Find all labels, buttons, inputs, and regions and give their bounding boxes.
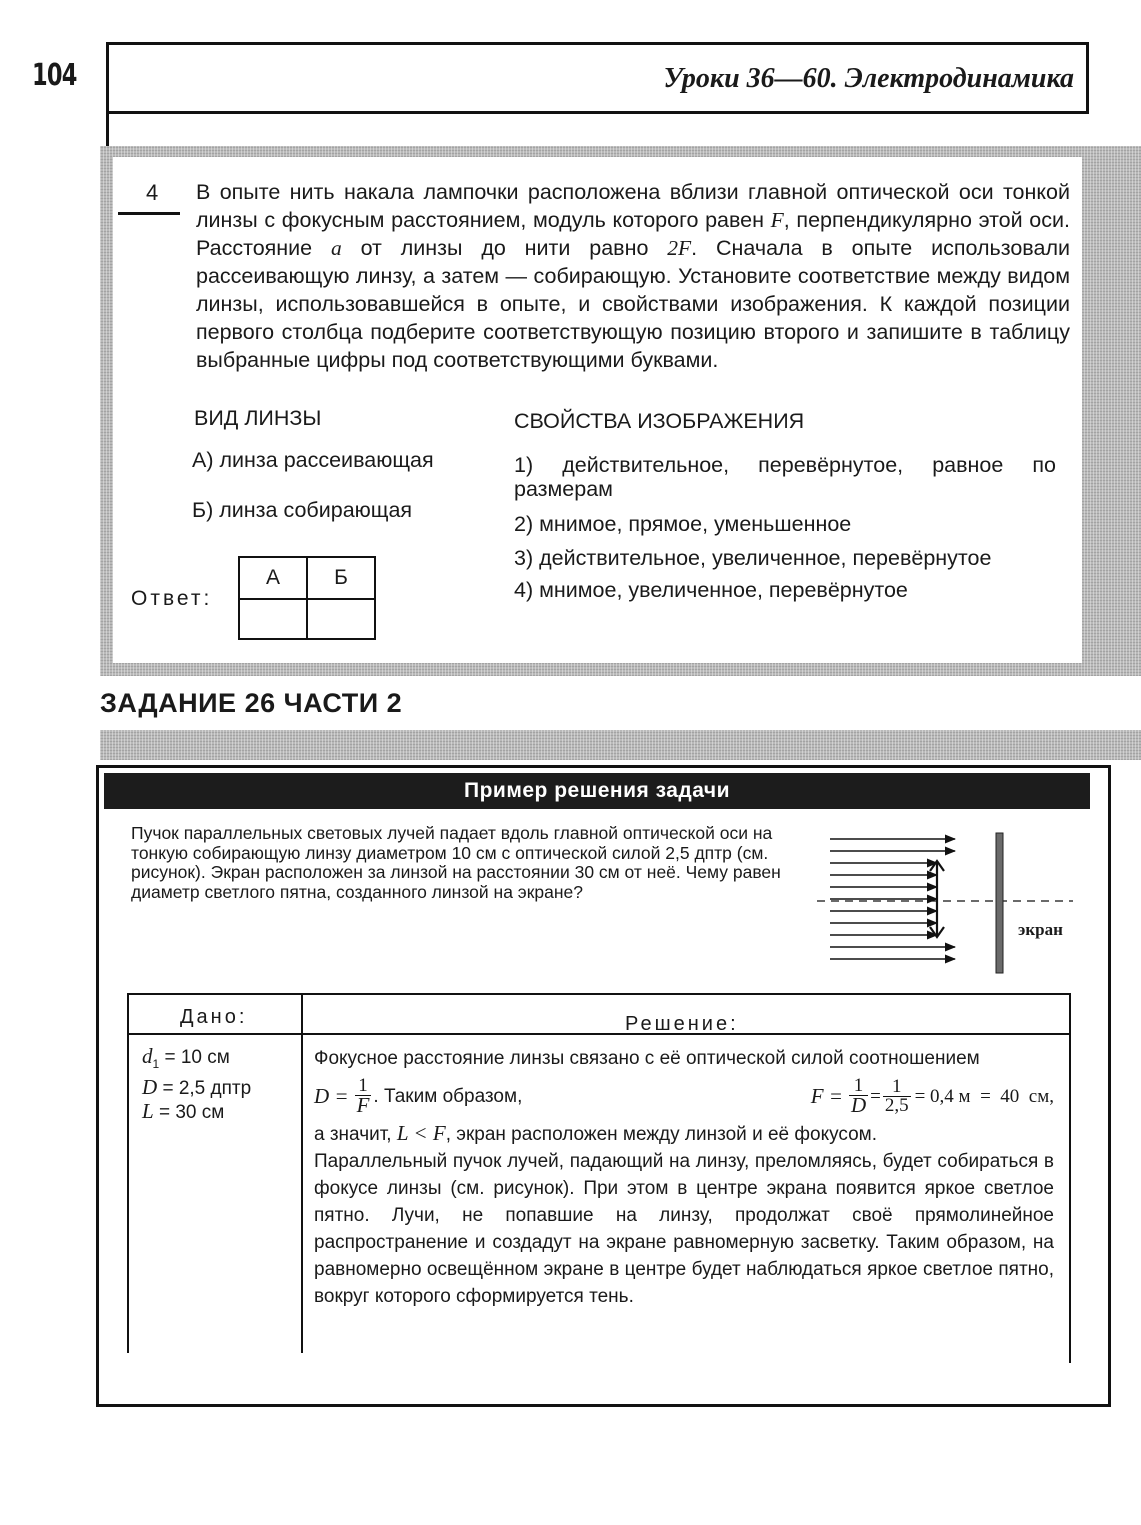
lens-type-header: ВИД ЛИНЗЫ (194, 406, 322, 430)
header-title: Уроки 36—60. Электродинамика (663, 63, 1074, 94)
header-divider (106, 112, 109, 148)
section-heading: ЗАДАНИЕ 26 ЧАСТИ 2 (100, 688, 403, 718)
solution-line-1: Фокусное расстояние линзы связано с её оптической силой соотношением (314, 1048, 980, 1069)
column-divider (301, 993, 303, 1353)
equation-optical-power: D = $\frac{1}{F}$ (314, 1074, 370, 1117)
page-number: 104 (32, 58, 77, 93)
answer-cell-b[interactable] (307, 599, 375, 639)
problem-text: Пучок параллельных световых лучей падает вдоль главной оптической оси на тонкую собирающую линзу диаметром 10 см с оптической силой 2,5 дптр (см. рисунок). Экран расположен за линзой на расстоянии 30 см от неё. Чему равен диаметр светлого пятна, созданного линзой на экране? (131, 823, 781, 902)
screen-label: экран (1018, 920, 1063, 939)
given-item: $d_1 = 10$ см (142, 1044, 230, 1071)
property-option-2: 2) мнимое, прямое, уменьшенное (514, 512, 852, 536)
image-properties-header: СВОЙСТВА ИЗОБРАЖЕНИЯ (514, 409, 805, 433)
answer-col-b-header: Б (307, 557, 375, 599)
lens-ray-diagram (815, 825, 1075, 980)
property-option-4: 4) мнимое, увеличенное, перевёрнутое (514, 578, 908, 602)
given-title: Дано: (180, 1006, 248, 1028)
lens-option-b: Б) линза собирающая (192, 498, 413, 522)
header-box (106, 42, 1089, 114)
solution-paragraph: Параллельный пучок лучей, падающий на линзу, преломляясь, будет собираться в фокусе линзы (см. рисунок). При этом в центре экрана появится яркое светлое пятно. Лучи, не попавшие на линзу, продолжат своё прямолинейное распространение и создадут на экране равномерную засветку. Таким образом, на равномерно освещённом экране в центре будет наблюдаться яркое светлое пятно, вокруг которого сформируется тень. (314, 1151, 1054, 1307)
task-number-underline (118, 212, 180, 215)
solution-line-3: а значит, L < F, экран расположен между линзой и её фокусом. (314, 1121, 878, 1145)
solution-equations: D = $\frac{1}{F}$ . Таким образом, F = $\frac{1}{D}$ = $\frac{1}{2,5}$ = 0,4 м = 40 см, (314, 1074, 1054, 1117)
solution-title: Решение: (625, 1013, 739, 1035)
table-left-border (127, 993, 129, 1353)
example-header: Пример решения задачи (104, 773, 1090, 809)
property-option-3: 3) действительное, увеличенное, перевёрнутое (514, 546, 992, 570)
task-number: 4 (146, 180, 159, 205)
answer-cell-a[interactable] (239, 599, 307, 639)
lens-option-a: А) линза рассеивающая (192, 448, 434, 472)
equation-focal-length: F = $\frac{1}{D}$ = $\frac{1}{2,5}$ = 0,4 м = 40 см, (810, 1074, 1054, 1117)
answer-label: Ответ: (131, 587, 213, 610)
given-solution-header-row (127, 993, 1071, 1035)
task-text: В опыте нить накала лампочки расположена вблизи главной оптической оси тонкой линзы с фокусным расстоянием, модуль которого равен F, перпендикулярно этой оси. Расстояние a от линзы до нити равно 2F. Сначала в опыте использовали рассеивающую линзу, а затем — собирающую. Установите соответствие между видом линзы, использовавшейся в опыте, и свойствами изображения. К каждой позиции первого столбца подберите соответствующую позицию второго и запишите в таблицу выбранные цифры под соответствующими буквами. (196, 180, 1070, 372)
answer-col-a-header: А (239, 557, 307, 599)
table-right-border (1069, 993, 1071, 1363)
screen-icon (996, 833, 1003, 973)
gray-band-section (100, 730, 1141, 760)
given-item: L = 30 см (142, 1098, 225, 1123)
given-item: D = 2,5 дптр (142, 1074, 252, 1099)
solution-text (314, 1045, 1054, 1310)
property-option-1: 1) действительное, перевёрнутое, равное по размерам (514, 453, 1056, 501)
answer-table (238, 556, 376, 640)
given-values (142, 1045, 251, 1124)
